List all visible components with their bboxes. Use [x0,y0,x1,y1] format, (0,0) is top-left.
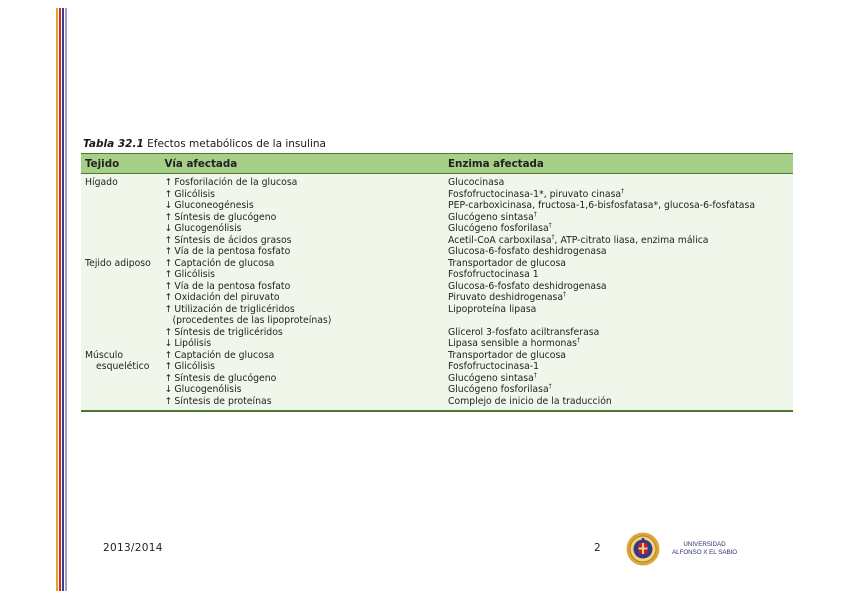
cell-enzyme [444,223,793,235]
table-row [81,396,793,412]
cell-enzyme [444,304,793,316]
cell-pathway [160,292,444,304]
cell-enzyme [444,269,793,281]
table-row [81,212,793,224]
cell-enzyme [444,396,793,412]
table-row [81,384,793,396]
enzyme-label: Glucógeno sintasa [448,372,534,384]
header-enzyme: Enzima afectada [444,154,793,174]
table-header-row [81,154,793,174]
cell-pathway [160,384,444,396]
cell-pathway [160,373,444,385]
cell-tissue [81,384,160,396]
arrow-up-icon: ↑ [164,211,173,223]
arrow-up-icon: ↑ [164,246,173,257]
enzyme-label: Transportador de glucosa [448,257,566,269]
dagger-mark: † [533,210,537,218]
enzyme-label: Transportador de glucosa [448,349,566,361]
dagger-mark: † [551,233,555,241]
pathway-label: Síntesis de ácidos grasos [174,234,292,246]
dagger-mark: † [563,290,567,298]
cell-enzyme [444,384,793,396]
arrow-up-icon: ↑ [164,395,173,407]
cell-tissue [81,315,160,327]
cell-enzyme [444,258,793,270]
tissue-label: Músculo [85,349,124,361]
caption-text: Efectos metabólicos de la insulina [147,138,326,150]
cell-tissue [81,396,160,412]
table-row [81,361,793,373]
pathway-label: Glucogenólisis [174,223,242,234]
cell-tissue [81,361,160,373]
table-row [81,258,793,270]
cell-pathway [160,350,444,362]
enzyme-label: Acetil-CoA carboxilasa [448,234,552,246]
cell-pathway [160,269,444,281]
enzyme-label: Glucógeno fosforilasa [448,223,549,234]
tissue-label: Hígado [85,177,118,188]
stripe-gold [56,8,58,591]
cell-enzyme [444,189,793,201]
cell-enzyme [444,327,793,339]
table-row [81,315,793,327]
cell-tissue [81,189,160,201]
cell-pathway [160,304,444,316]
stripe-lavender [65,8,67,591]
enzyme-label: Lipoproteína lipasa [448,303,537,315]
cell-pathway [160,246,444,258]
cell-pathway [160,235,444,247]
cell-enzyme [444,361,793,373]
pathway-label: Oxidación del piruvato [174,292,280,303]
arrow-down-icon: ↓ [164,384,173,395]
cell-pathway [160,200,444,212]
arrow-up-icon: ↑ [164,257,173,269]
cell-enzyme [444,235,793,247]
cell-enzyme [444,246,793,258]
university-seal-icon [626,532,660,566]
enzyme-label-continued: , ATP-citrato liasa, enzima málica [554,234,709,246]
table-container [81,138,793,412]
cell-tissue [81,350,160,362]
table-body [81,174,793,412]
cell-tissue [81,200,160,212]
enzyme-label: Glucógeno sintasa [448,211,534,223]
tissue-label: esquelético [96,361,150,372]
enzyme-label: Complejo de inicio de la traducción [448,395,612,407]
university-name [672,541,737,556]
insulin-effects-table [81,153,793,412]
decorative-stripes [56,8,68,591]
university-name-line2: ALFONSO X EL SABIO [672,548,738,556]
table-row [81,338,793,350]
cell-tissue [81,174,160,189]
cell-tissue [81,338,160,350]
cell-tissue [81,292,160,304]
cell-pathway [160,338,444,350]
table-row [81,292,793,304]
pathway-label: Síntesis de proteínas [174,395,272,407]
pathway-label: Captación de glucosa [174,349,275,361]
arrow-down-icon: ↓ [164,338,173,349]
footer-year: 2013/2014 [103,542,163,554]
caption-number: Tabla 32.1 [83,138,144,150]
cell-pathway [160,212,444,224]
cell-tissue [81,212,160,224]
stripe-red [59,8,61,591]
table-row [81,373,793,385]
pathway-label: Glicólisis [174,361,216,372]
dagger-mark: † [533,371,537,379]
pathway-label: Utilización de triglicéridos [174,303,295,315]
enzyme-label: Fosfofructocinasa 1 [448,269,539,280]
table-row [81,246,793,258]
cell-enzyme [444,350,793,362]
cell-enzyme [444,212,793,224]
stripe-navy [62,8,64,591]
arrow-up-icon: ↑ [164,326,173,338]
enzyme-label: Glucosa-6-fosfato deshidrogenasa [448,280,607,292]
table-row [81,350,793,362]
arrow-up-icon: ↑ [164,372,173,384]
cell-tissue [81,269,160,281]
cell-tissue [81,327,160,339]
enzyme-label: Glucocinasa [448,177,505,188]
arrow-up-icon: ↑ [164,177,173,188]
enzyme-label: Fosfofructocinasa-1*, piruvato cinasa [448,188,622,200]
enzyme-label: Glucógeno fosforilasa [448,384,549,395]
pathway-label: Síntesis de triglicéridos [174,326,283,338]
cell-enzyme [444,373,793,385]
cell-tissue [81,235,160,247]
cell-enzyme [444,174,793,189]
enzyme-label: Fosfofructocinasa-1 [448,361,540,372]
arrow-up-icon: ↑ [164,234,173,246]
table-row [81,200,793,212]
cell-pathway [160,396,444,412]
cell-pathway [160,281,444,293]
arrow-up-icon: ↑ [164,269,173,280]
cell-pathway [160,327,444,339]
cell-tissue [81,223,160,235]
cell-tissue [81,281,160,293]
table-row [81,223,793,235]
pathway-label: Captación de glucosa [174,257,275,269]
cell-pathway [160,189,444,201]
cell-enzyme [444,292,793,304]
enzyme-label: Glicerol 3-fosfato aciltransferasa [448,326,600,338]
enzyme-label: Lipasa sensible a hormonas [448,338,577,349]
enzyme-label: Piruvato deshidrogenasa [448,292,564,303]
dagger-mark: † [548,221,552,229]
dagger-mark: † [576,336,580,344]
cell-enzyme [444,338,793,350]
table-row [81,235,793,247]
header-tissue: Tejido [81,154,160,174]
cell-tissue [81,246,160,258]
pathway-label: Vía de la pentosa fosfato [174,246,291,257]
pathway-label: Glicólisis [174,269,216,280]
table-row [81,189,793,201]
arrow-up-icon: ↑ [164,361,173,372]
arrow-up-icon: ↑ [164,280,173,292]
cell-pathway [160,258,444,270]
enzyme-label: PEP-carboxicinasa, fructosa-1,6-bisfosfatasa*, glucosa-6-fosfatasa [448,200,756,211]
cell-enzyme [444,200,793,212]
cell-tissue [81,258,160,270]
pathway-label: (procedentes de las lipoproteínas) [172,315,332,326]
cell-enzyme [444,281,793,293]
cell-pathway [160,174,444,189]
cell-pathway [160,223,444,235]
pathway-label: Glicólisis [174,188,216,200]
table-row [81,327,793,339]
tissue-label: Tejido adiposo [85,257,151,269]
table-row [81,174,793,189]
dagger-mark: † [621,187,625,195]
table-row [81,269,793,281]
pathway-label: Gluconeogénesis [174,200,254,211]
arrow-down-icon: ↓ [164,223,173,234]
pathway-label: Lipólisis [174,338,212,349]
cell-enzyme [444,315,793,327]
cell-pathway [160,361,444,373]
arrow-up-icon: ↑ [164,349,173,361]
header-pathway: Vía afectada [160,154,444,174]
table-caption [83,138,793,150]
pathway-label: Glucogenólisis [174,384,242,395]
pathway-label: Vía de la pentosa fosfato [174,280,291,292]
pathway-label: Síntesis de glucógeno [174,372,277,384]
enzyme-label: Glucosa-6-fosfato deshidrogenasa [448,246,607,257]
cell-tissue [81,304,160,316]
dagger-mark: † [548,382,552,390]
cell-tissue [81,373,160,385]
arrow-down-icon: ↓ [164,200,173,211]
pathway-label: Fosforilación de la glucosa [174,177,298,188]
page-number: 2 [594,542,601,554]
cell-pathway [160,315,444,327]
table-row [81,281,793,293]
arrow-up-icon: ↑ [164,188,173,200]
table-row [81,304,793,316]
arrow-up-icon: ↑ [164,303,173,315]
university-name-line1: UNIVERSIDAD [683,541,726,548]
pathway-label: Síntesis de glucógeno [174,211,277,223]
arrow-up-icon: ↑ [164,292,173,303]
